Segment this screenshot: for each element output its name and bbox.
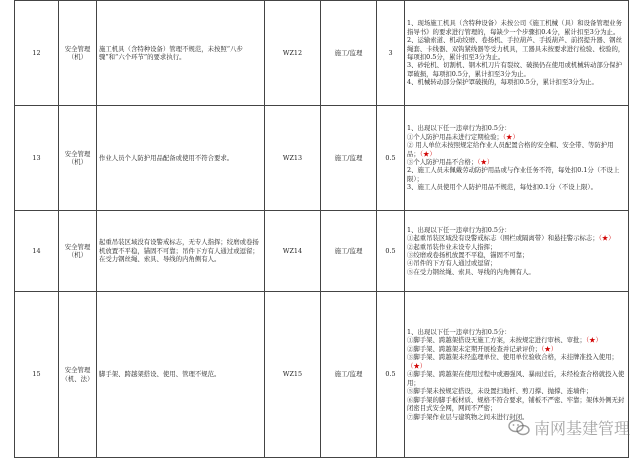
criteria-line bbox=[407, 78, 626, 86]
row-description: 施工机具（含特种设备）管理不规范，未按照“八步骤”和“六个环节”的要求执行。 bbox=[97, 1, 265, 106]
row-number: 14 bbox=[15, 211, 59, 292]
criteria-text: 1、出现以下任一违章行为扣0.5分： bbox=[407, 225, 511, 234]
criteria-text: 2、运输索道、机动绞磨、卷扬机、手拉葫芦、手扳葫芦、前拐提升器、钢丝绳套、卡线器、双钩紧线器等受力机具，工器具未按要求进行检验、校验的，每项扣0.5分，累计扣至3分为止。 bbox=[407, 36, 625, 61]
criteria-line bbox=[407, 396, 626, 413]
criteria-text: ①个人防护用品未进行定期检验； bbox=[407, 132, 503, 141]
criteria-text: 1、出现以下任一违章行为扣0.5分： bbox=[407, 124, 511, 133]
row-code: WZ15 bbox=[265, 292, 321, 458]
row-description: 起重吊装区域没有设警戒标志，无专人指挥；绞磨或卷扬机放置不平稳，锚固不可靠；吊件下方有人通过或逗留；在受力钢丝绳、索具、导线的内角侧有人。 bbox=[97, 211, 265, 292]
criteria-text: ⑦脚手架作业层与建筑物之间未进行封闭。 bbox=[407, 412, 529, 421]
criteria-text: ③绞磨或卷扬机放置不平稳，锚固不可靠； bbox=[407, 251, 529, 259]
criteria-text: ⑤在受力钢丝绳、索具、导线的内角侧有人。 bbox=[407, 267, 535, 276]
row-code: WZ13 bbox=[265, 106, 321, 211]
criteria-line bbox=[407, 36, 626, 61]
criteria-line bbox=[407, 268, 626, 276]
criteria-line bbox=[407, 259, 626, 267]
criteria-text: ⑤脚手架未按规定搭设，未设置扫地杆、剪刀撑、抛撑、连墙件； bbox=[407, 387, 593, 396]
criteria-text: 1、出现以下任一违章行为扣0.5分： bbox=[407, 328, 511, 336]
row-description: 作业人员个人防护用品配备或使用不符合要求。 bbox=[97, 106, 265, 211]
row-responsible: 施工/监理 bbox=[321, 211, 377, 292]
star-marker: （★） bbox=[541, 344, 558, 353]
criteria-text: 4、机械转动部分保护罩破损的，每项扣0.5分，累计扣至3分为止。 bbox=[407, 78, 598, 87]
criteria-line bbox=[407, 166, 626, 183]
criteria-text: ①起重吊装区域没有设警戒标志（围栏或隔离带）和悬挂警示标志； bbox=[407, 234, 599, 243]
table-row bbox=[15, 106, 629, 211]
criteria-text: ⑥脚手架的脚手板材质、规格不符合要求，铺板不严密、牢靠；架体外侧无封闭密目式安全网，网间不严密； bbox=[407, 395, 625, 413]
wechat-logo-icon bbox=[508, 419, 530, 437]
criteria-text: ④脚手架、跨越架在使用过程中或遇强风、暴雨过后，未经检查合格就投入使用； bbox=[407, 370, 625, 387]
table-row bbox=[15, 1, 629, 106]
star-marker: （★） bbox=[585, 336, 602, 345]
criteria-line bbox=[407, 19, 626, 36]
row-responsible: 施工/监理 bbox=[321, 292, 377, 458]
row-category: 安全管理（机、法） bbox=[59, 292, 97, 458]
star-marker: （★） bbox=[598, 234, 615, 243]
criteria-text: ② 用人单位未按照规定给作业人员配置合格的安全帽、安全带、等防护用品； bbox=[407, 141, 614, 158]
row-number: 13 bbox=[15, 106, 59, 211]
criteria-text: ①脚手架、跨越架搭设无施工方案，未按规定进行审核、审批； bbox=[407, 336, 586, 345]
star-marker: （★） bbox=[477, 158, 494, 166]
table-row bbox=[15, 211, 629, 292]
row-code: WZ14 bbox=[265, 211, 321, 292]
row-points: 0.5 bbox=[377, 211, 405, 292]
criteria-line bbox=[407, 387, 626, 395]
criteria-line bbox=[407, 226, 626, 234]
criteria-text: ②脚手架、跨越架未定期开展检查并记录评价； bbox=[407, 344, 542, 353]
criteria-line bbox=[407, 183, 626, 191]
row-points: 3 bbox=[377, 1, 405, 106]
star-marker: （★） bbox=[407, 361, 427, 370]
star-marker: （★） bbox=[502, 132, 519, 141]
row-number: 12 bbox=[15, 1, 59, 106]
criteria-line bbox=[407, 370, 626, 387]
row-responsible: 施工/监理 bbox=[321, 1, 377, 106]
criteria-text: 2、施工人员未佩戴劳动防护用品或与作业任务不符，每处扣0.1分（不设上限）； bbox=[407, 166, 620, 183]
criteria-text: ③个人防护用品不合格； bbox=[407, 158, 478, 166]
regulation-table bbox=[14, 0, 629, 458]
row-criteria bbox=[405, 1, 629, 106]
criteria-text: ③脚手架、跨越架未经监理单位、使用单位验收合格，未挂牌准投入使用； bbox=[407, 353, 618, 362]
criteria-line bbox=[407, 141, 626, 158]
criteria-text: 1、现场施工机具（含特种设备）未按公司《施工机械（具）和设备管理业务指导书》的要求进行管理的，每缺少一个步骤扣0.4分，累计扣至3分为止。 bbox=[407, 19, 622, 36]
criteria-line bbox=[407, 124, 626, 132]
criteria-line bbox=[407, 133, 626, 141]
watermark-text: 南网基建管理 bbox=[533, 419, 630, 438]
criteria-text: 3、砂轮机、切割机、钢木机刀片有裂纹、破损仍在使用或机械转动部分保护罩破损，每项扣0.5分，累计扣至3分为止。 bbox=[407, 61, 622, 78]
criteria-line bbox=[407, 336, 626, 344]
criteria-line bbox=[407, 353, 626, 370]
star-marker: （★） bbox=[419, 149, 436, 158]
row-number: 15 bbox=[15, 292, 59, 458]
row-category: 安全管理（机） bbox=[59, 1, 97, 106]
criteria-line bbox=[407, 234, 626, 242]
watermark bbox=[508, 416, 630, 439]
criteria-line bbox=[407, 243, 626, 251]
row-points: 0.5 bbox=[377, 106, 405, 211]
criteria-text: 3、施工人员使用个人防护用品不规范，每处扣0.1分（不设上限）。 bbox=[407, 183, 597, 192]
criteria-text: ④吊件的下方有人通过或逗留； bbox=[407, 259, 497, 268]
criteria-line bbox=[407, 61, 626, 78]
row-points: 0.5 bbox=[377, 292, 405, 458]
criteria-text: ②起重吊装作业未设专人指挥； bbox=[407, 242, 497, 251]
row-category: 安全管理（机） bbox=[59, 211, 97, 292]
row-responsible: 施工/监理 bbox=[321, 106, 377, 211]
row-code: WZ12 bbox=[265, 1, 321, 106]
row-criteria bbox=[405, 106, 629, 211]
row-criteria bbox=[405, 211, 629, 292]
row-description: 脚手架、跨越架搭设、使用、管理不规范。 bbox=[97, 292, 265, 458]
row-category: 安全管理（机） bbox=[59, 106, 97, 211]
